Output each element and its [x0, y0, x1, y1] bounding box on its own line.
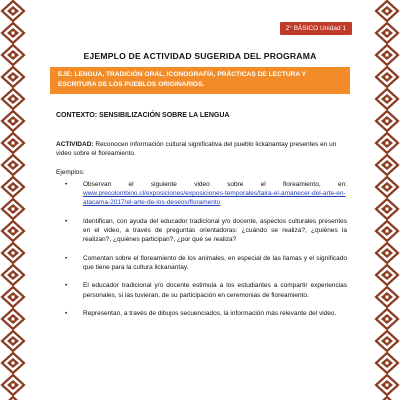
list-item — [56, 309, 347, 318]
list-item-text: Comentan sobre el floreamiento de los animales, en especial de las llamas y el significado que tiene para la cultura lickanantay. — [83, 254, 347, 271]
list-item — [56, 217, 347, 245]
list-item-text: Representan, a través de dibujos secuenciados, la información más relevante del video. — [83, 309, 337, 317]
bullet-icon: • — [65, 282, 68, 290]
video-link[interactable]: www.precolombino.cl/exposiciones/exposiciones-temporales/taira-el-amanecer-del-arte-en-atacama-2017/el-arte-de-los-deseos/floramento — [83, 190, 346, 207]
bullet-icon: • — [65, 217, 68, 225]
bullet-icon: • — [65, 180, 68, 188]
eje-banner — [50, 67, 350, 94]
examples-label: Ejemplos: — [56, 168, 85, 176]
list-item — [56, 254, 347, 273]
grade-unit-badge: 2° BÁSICO Unidad 1 — [280, 22, 352, 35]
examples-list — [56, 180, 347, 318]
eje-text: EJE: LENGUA, TRADICIÓN ORAL, ICONOGRAFÍA, PRÁCTICAS DE LECTURA Y ESCRITURA DE LOS PUEBLOS ORIGINARIOS. — [58, 71, 306, 88]
activity-content — [56, 140, 347, 327]
section-heading: CONTEXTO: SENSIBILIZACIÓN SOBRE LA LENGUA — [56, 112, 230, 119]
bullet-icon: • — [65, 254, 68, 262]
list-item — [56, 281, 347, 300]
activity-paragraph — [56, 140, 347, 159]
list-item — [56, 180, 347, 208]
activity-label: ACTIVIDAD: — [56, 141, 94, 148]
list-item-text: El educador tradicional y/o docente estimula a los estudiantes a compartir experiencias personales, si las tuvieran, de su participación en ceremonias de floreamiento. — [83, 282, 347, 299]
activity-text: Reconocen información cultural significativa del pueblo lickanantay presentes en un video sobre el floreamiento. — [56, 141, 337, 158]
bullet-icon: • — [65, 309, 68, 317]
page-title: EJEMPLO DE ACTIVIDAD SUGERIDA DEL PROGRAMA — [83, 51, 317, 61]
list-item-text: Observan el siguiente video sobre el floreamiento, en: — [83, 180, 347, 188]
list-item-text: Identifican, con ayuda del educador tradicional y/o docente, aspectos culturales presentes en el video, a través de preguntas orientadoras: ¿cuándo se realiza?, ¿quiénes la realizan?, ¿quiénes participan?, ¿por qué se realiza? — [83, 217, 347, 244]
